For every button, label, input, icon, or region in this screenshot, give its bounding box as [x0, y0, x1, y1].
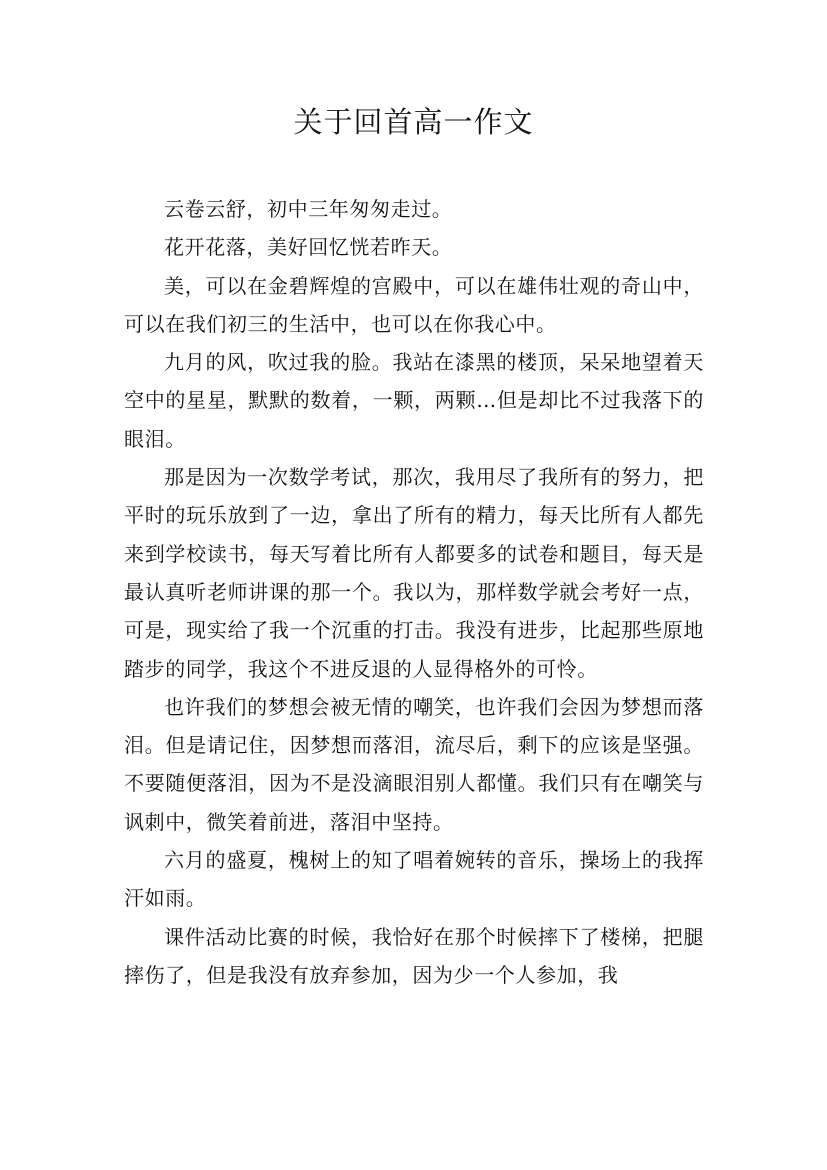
paragraph: 美，可以在金碧辉煌的宫殿中，可以在雄伟壮观的奇山中，可以在我们初三的生活中，也可以在你我心中。	[124, 273, 704, 336]
paragraph: 九月的风，吹过我的脸。我站在漆黑的楼顶，呆呆地望着天空中的星星，默默的数着，一颗，两颗…但是却比不过我落下的眼泪。	[124, 350, 704, 451]
paragraph: 也许我们的梦想会被无情的嘲笑，也许我们会因为梦想而落泪。但是请记住，因梦想而落泪，流尽后，剩下的应该是坚强。不要随便落泪，因为不是没滴眼泪别人都懂。我们只有在嘲笑与讽刺中，微笑着前进，落泪中坚持。	[124, 694, 704, 834]
paragraph: 花开花落，美好回忆恍若昨天。	[164, 235, 453, 260]
paragraph: 云卷云舒，初中三年匆匆走过。	[164, 197, 453, 221]
paragraph: 课件活动比赛的时候，我恰好在那个时候摔下了楼梯，把腿摔伤了，但是我没有放弃参加，因为少一个人参加，我	[124, 924, 704, 987]
document-title: 关于回首高一作文	[293, 105, 534, 139]
document-body	[124, 190, 704, 994]
paragraph: 那是因为一次数学考试，那次，我用尽了我所有的努力，把平时的玩乐放到了一边，拿出了所有的精力，每天比所有人都先来到学校读书，每天写着比所有人都要多的试卷和题目，每天是最认真听老师讲课的那一个。我以为，那样数学就会考好一点，可是，现实给了我一个沉重的打击。我没有进步，比起那些原地踏步的同学，我这个不进反退的人显得格外的可怜。	[124, 465, 704, 681]
paragraph: 六月的盛夏，槐树上的知了唱着婉转的音乐，操场上的我挥汗如雨。	[124, 848, 704, 911]
